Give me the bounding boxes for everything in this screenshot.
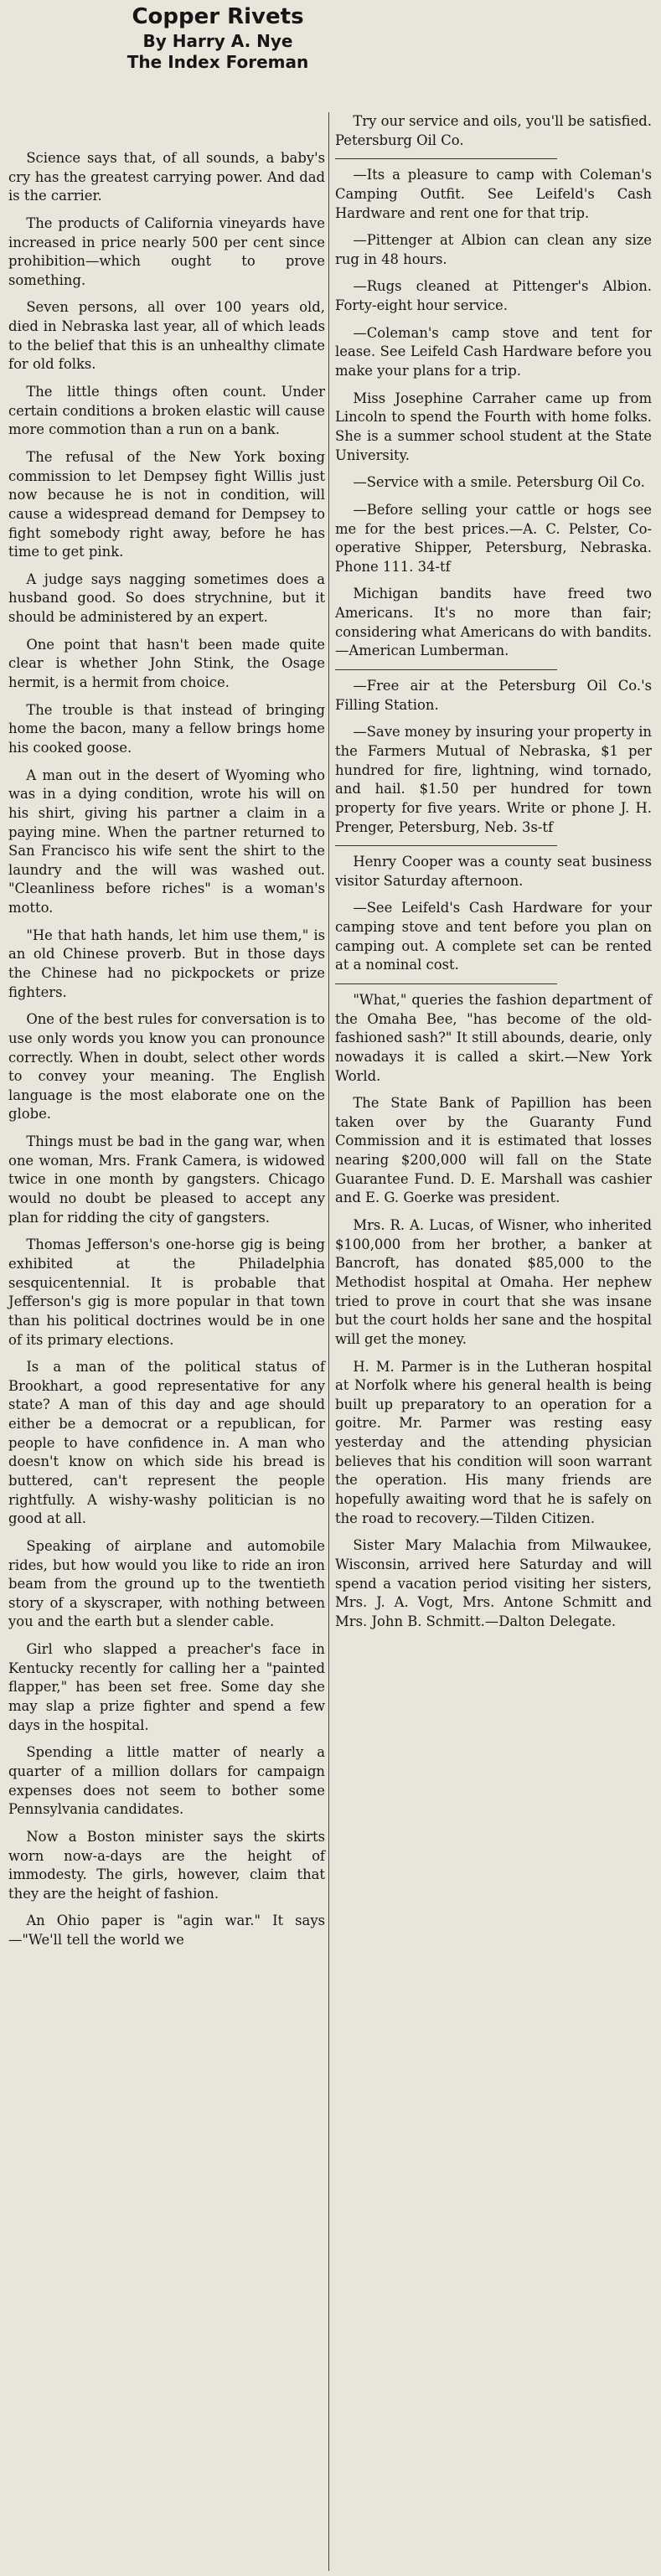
column-divider — [328, 112, 329, 2571]
item-separator-rule — [335, 983, 557, 984]
paragraph: An Ohio paper is "agin war." It says—"We'll tell the world we — [8, 1913, 325, 1949]
left-column — [8, 149, 325, 1959]
paragraph: Girl who slapped a preacher's face in Kentucky recently for calling her a "painted flapper," has been set free. Some day she may slap a prize fighter and spend a few days in the hospital. — [8, 1641, 325, 1733]
news-item: Miss Josephine Carraher came up from Lincoln to spend the Fourth with home folks. She is a summer school student at the State University. — [335, 390, 652, 463]
item-separator-rule — [335, 845, 557, 846]
right-column — [335, 112, 652, 1639]
paragraph: A man out in the desert of Wyoming who was in a dying condition, wrote his will on his shirt, giving his partner a claim in a paying mine. When the partner returned to San Francisco his wife sent the shirt to the laundry and the will was washed out. "Cleanliness before riches" is a woman's motto. — [8, 767, 325, 916]
news-item: Sister Mary Malachia from Milwaukee, Wisconsin, arrived here Saturday and will spend a vacation period visiting her sisters, Mrs. J. A. Vogt, Mrs. Antone Schmitt and Mrs. John B. Schmitt.—Dalton Delegate. — [335, 1537, 652, 1629]
paragraph: The products of California vineyards have increased in price nearly 500 per cent since prohibition—which ought to prove something. — [8, 214, 325, 288]
news-item: —Its a pleasure to camp with Coleman's Camping Outfit. See Leifeld's Cash Hardware and rent one for that trip. — [335, 167, 652, 221]
news-item: Mrs. R. A. Lucas, of Wisner, who inherited $100,000 from her brother, a banker at Bancroft, has donated $85,000 to the Methodist hospital at Omaha. Her nephew tried to prove in court that she was insane but the court holds her sane and the hospital will get the money. — [335, 1217, 652, 1347]
news-item: Michigan bandits have freed two Americans. It's no more than fair; considering what Americans do with bandits.—American Lumberman. — [335, 586, 652, 659]
news-item: H. M. Parmer is in the Lutheran hospital at Norfolk where his general health is being built up preparatory to an operation for a goitre. Mr. Parmer was resting easy yesterday and the attending physician believes that his condition will soon warrant the operation. His many friends are hopefully awaiting word that he is safely on the road to recovery.—Tilden Citizen. — [335, 1358, 652, 1526]
item-separator-rule — [335, 669, 557, 670]
paragraph: The trouble is that instead of bringing home the bacon, many a fellow brings home his cooked goose. — [8, 701, 325, 756]
column-subtitle: The Index Foreman — [127, 51, 309, 72]
news-item: —Free air at the Petersburg Oil Co.'s Filling Station. — [335, 678, 652, 713]
news-item: —Service with a smile. Petersburg Oil Co. — [353, 474, 645, 491]
paragraph: "He that hath hands, let him use them," is an old Chinese proverb. But in those days the Chinese had no pickpockets or prize fighters. — [8, 927, 325, 1000]
paragraph: Things must be bad in the gang war, when one woman, Mrs. Frank Camera, is widowed twice in one month by gangsters. Chicago would no doubt be pleased to accept any plan for ridding the city of gangsters. — [8, 1133, 325, 1226]
column-title: Copper Rivets — [132, 4, 304, 29]
news-item: —Pittenger at Albion can clean any size rug in 48 hours. — [335, 232, 652, 267]
news-item: —Save money by insuring your property in the Farmers Mutual of Nebraska, $1 per hundred for fire, lightning, wind tornado, and hail. $1.50 per hundred for town property for five years. Write or phone J. H. Prenger, Petersburg, Neb. 3s-tf — [335, 724, 652, 835]
news-item: —See Leifeld's Cash Hardware for your camping stove and tent before you plan on camping out. A complete set can be rented at a nominal cost. — [335, 900, 652, 973]
paragraph: A judge says nagging sometimes does a husband good. So does strychnine, but it should be administered by an expert. — [8, 570, 325, 626]
news-item: —Before selling your cattle or hogs see me for the best prices.—A. C. Pelster, Co-operative Shipper, Petersburg, Nebraska. Phone 111. 34-tf — [335, 501, 652, 575]
paragraph: Thomas Jefferson's one-horse gig is being exhibited at the Philadelphia sesquicentennial. It is probable that Jefferson's gig is more popular in that town than his political doctrines would be in one of its primary elections. — [8, 1236, 325, 1348]
paragraph: The little things often count. Under certain conditions a broken elastic will cause more commotion than a run on a bank. — [8, 384, 325, 438]
news-item: —Rugs cleaned at Pittenger's Albion. Forty-eight hour service. — [335, 278, 652, 314]
paragraph: Now a Boston minister says the skirts worn now-a-days are the height of immodesty. The girls, however, claim that they are the height of fashion. — [8, 1828, 325, 1902]
news-item: —Coleman's camp stove and tent for lease. See Leifeld Cash Hardware before you make your plans for a trip. — [335, 324, 652, 379]
news-item: The State Bank of Papillion has been taken over by the Guaranty Fund Commission and it is estimated that losses nearing $200,000 will fall on the State Guarantee Fund. D. E. Marshall was cashier and E. G. Goerke was president. — [335, 1095, 652, 1206]
news-item: Henry Cooper was a county seat business visitor Saturday afternoon. — [335, 854, 652, 889]
news-item: Try our service and oils, you'll be satisfied. Petersburg Oil Co. — [335, 113, 652, 148]
item-separator-rule — [335, 158, 557, 159]
news-item: "What," queries the fashion department of the Omaha Bee, "has become of the old-fashioned sash?" It still abounds, dearie, only nowadays it is called a skirt.—New York World. — [335, 991, 652, 1084]
paragraph: The refusal of the New York boxing commission to let Dempsey fight Willis just now because he is not in condition, will cause a widespread demand for Dempsey to fight somebody right away, before he has time to get pink. — [8, 448, 325, 560]
paragraph: Science says that, of all sounds, a baby's cry has the greatest carrying power. And dad is the carrier. — [8, 150, 325, 204]
paragraph: Speaking of airplane and automobile rides, but how would you like to ride an iron beam from the ground up to the twentieth story of a skyscraper, with nothing between you and the earth but a slender cable. — [8, 1537, 325, 1630]
paragraph: Spending a little matter of nearly a quarter of a million dollars for campaign expenses does not seem to bother some Pennsylvania candidates. — [8, 1744, 325, 1818]
column-masthead — [109, 3, 327, 73]
paragraph: One of the best rules for conversation is to use only words you know you can pronounce correctly. When in doubt, select other words to convey your meaning. The English language is the most elaborate one on the globe. — [8, 1011, 325, 1123]
paragraph: Seven persons, all over 100 years old, died in Nebraska last year, all of which leads to the belief that this is an unhealthy climate for old folks. — [8, 299, 325, 373]
paragraph: Is a man of the political status of Brookhart, a good representative for any state? A man of this day and age should either be a democrat or a republican, for people to have confidence in. A man who doesn't know on which side his bread is buttered, can't represent the people rightfully. A wishy-washy politician is no good at all. — [8, 1359, 325, 1527]
column-byline: By Harry A. Nye — [142, 30, 293, 51]
paragraph: One point that hasn't been made quite clear is whether John Stink, the Osage hermit, is a hermit from choice. — [8, 636, 325, 691]
